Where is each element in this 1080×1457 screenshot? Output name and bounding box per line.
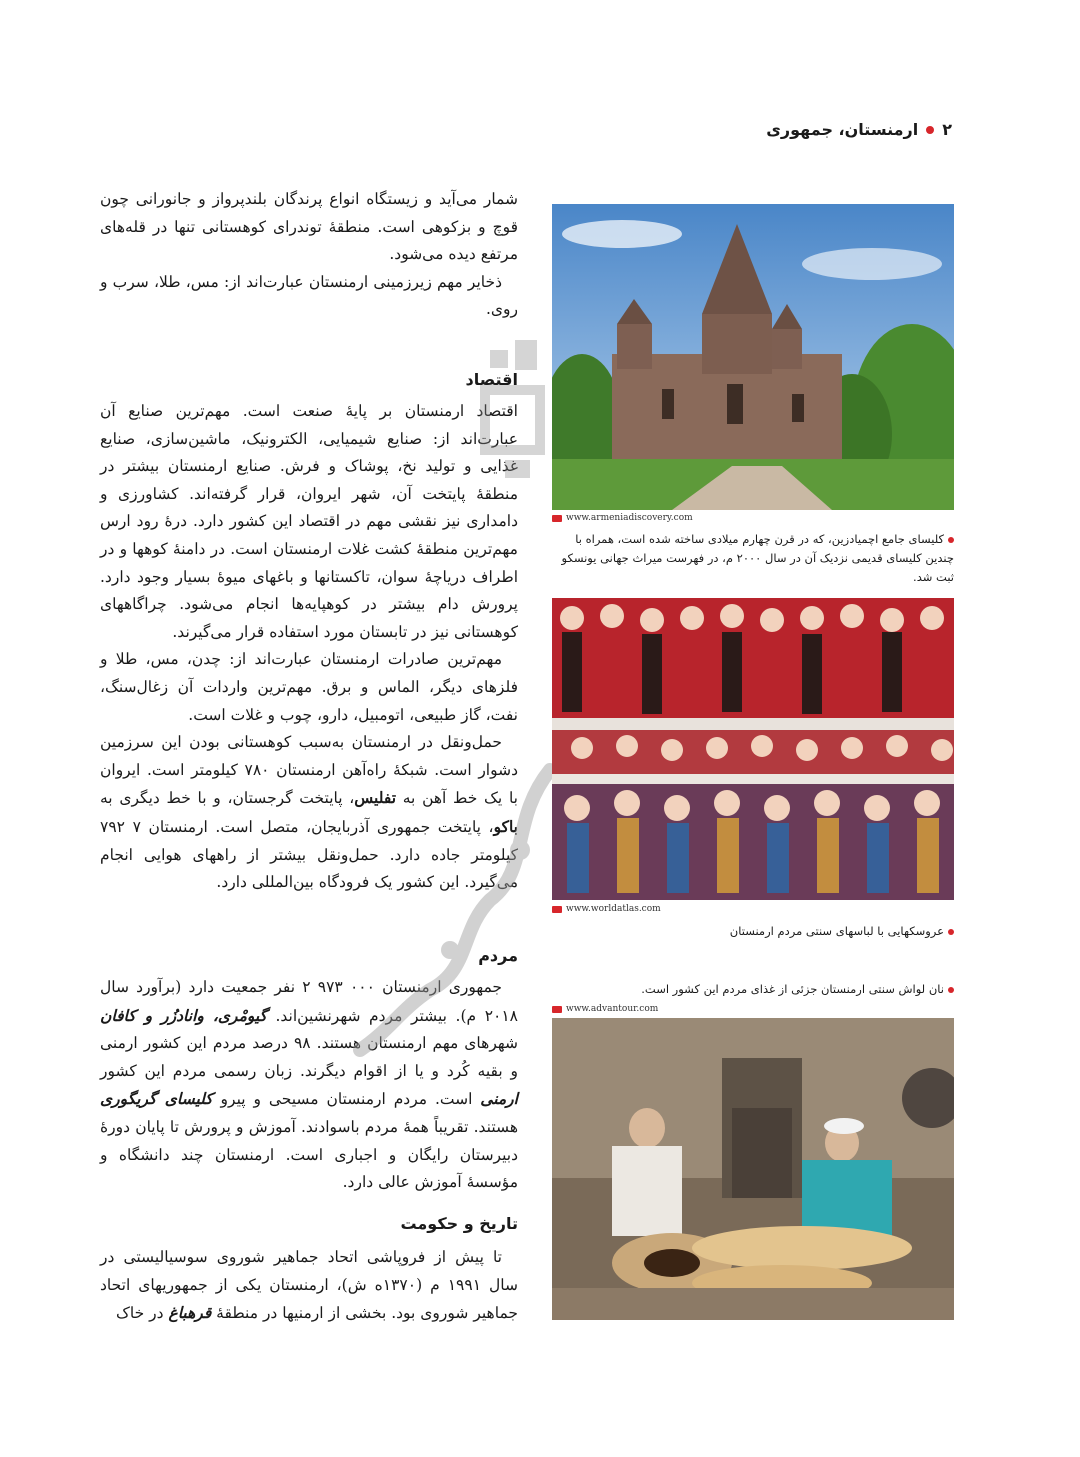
- term-tbilisi: تفلیس: [354, 788, 397, 808]
- section-heading-history: تاریخ و حکومت: [400, 1214, 518, 1233]
- image-source-lavash: www.advantour.com: [552, 1004, 658, 1014]
- watermark-script: [330, 760, 570, 1060]
- term-baku: باکو: [493, 816, 518, 836]
- term-church: کلیسای گریگوری: [100, 1089, 213, 1109]
- image-source-dolls: www.worldatlas.com: [552, 904, 661, 914]
- camera-icon: [552, 515, 562, 522]
- paragraph: مهم‌ترین صادرات ارمنستان عبارت‌اند از: چدن، مس، طلا و فلزهای دیگر، الماس و برق. مهم‌ترین واردات آن زغال‌سنگ، نفت، گاز طبیعی، اتومبیل، دارو، چوب و غلات است.: [100, 650, 518, 724]
- caption-lavash: نان لواش سنتی ارمنستان جزئی از غذای مردم این کشور است.: [550, 980, 954, 999]
- text-block-history: [100, 1244, 518, 1328]
- page-number: ۲: [942, 120, 952, 139]
- paragraph: شمار می‌آید و زیستگاه انواع پرندگان بلندپرواز و جانورانی چون قوچ و بزکوهی است. منطقهٔ توندرای کوهستانی تنها در قله‌های مرتفع دیده می‌شود.: [100, 190, 518, 264]
- caption-dolls: عروسکهایی با لباسهای سنتی مردم ارمنستان: [550, 922, 954, 941]
- running-header: [766, 120, 952, 139]
- image-source-cathedral: www.armeniadiscovery.com: [552, 513, 693, 523]
- section-heading-people: مردم: [478, 946, 518, 965]
- page-title: ارمنستان، جمهوری: [766, 120, 919, 139]
- paragraph: حمل‌ونقل در ارمنستان به‌سبب کوهستانی بودن این سرزمین دشوار است. شبکهٔ راه‌آهن ارمنستان ۷۸۰ کیلومتر است. ایروان با یک خط آهن به تفلیس، پایتخت گرجستان، و با خط دیگری به باکو، پایتخت جمهوری آذربایجان، متصل است. ارمنستان ۷ ۷۹۲ کیلومتر جاده دارد. حمل‌ونقل بیشتر از راههای هوایی انجام می‌گیرد. این کشور یک فرودگاه بین‌المللی دارد.: [100, 733, 519, 892]
- camera-icon: [552, 1006, 562, 1013]
- paragraph: ذخایر مهم زیرزمینی ارمنستان عبارت‌اند از: مس، طلا، سرب و روی.: [100, 272, 518, 319]
- bullet-dot-icon: [948, 537, 954, 543]
- paragraph: اقتصاد ارمنستان بر پایهٔ صنعت است. مهم‌ترین صنایع آن عبارت‌اند از: صنایع شیمیایی، الکترونیک، ماشین‌سازی، صنایع غذایی و تولید نخ، پوشاک و فرش. صنایع ارمنستان بیشتر در منطقهٔ پایتخت آن، شهر ایروان، قرار گرفته‌اند. کشاورزی و دامداری نیز نقشی مهم در اقتصاد این کشور دارد. درهٔ رود ارس مهم‌ترین منطقهٔ کشت غلات ارمنستان است. در دامنهٔ کوهها و در اطراف دریاچهٔ سوان، تاکستانها و باغهای میوهٔ بسیار وجود دارد. پرورش دام بیشتر در کوهپایه‌ها انجام می‌شود. چراگاههای کوهستانی نیز در تابستان مورد استفاده قرار می‌گیرند.: [100, 402, 518, 641]
- cathedral-illustration: [552, 204, 954, 510]
- bullet-dot-icon: [948, 929, 954, 935]
- bullet-dot-icon: [948, 987, 954, 993]
- section-heading-economy: اقتصاد: [465, 370, 518, 389]
- dolls-photo: [552, 598, 954, 900]
- bullet-dot-icon: [926, 126, 934, 134]
- lavash-illustration: [552, 1018, 954, 1320]
- dolls-illustration: [552, 598, 954, 900]
- paragraph: تا پیش از فروپاشی اتحاد جماهیر شوروی سوسیالیستی در سال ۱۹۹۱ م (۱۳۷۰ه ش)، ارمنستان یکی از جمهوریهای اتحاد جماهیر شوروی بود. بخشی از ارمنیها در منطقهٔ قرهباغ در خاک: [100, 1248, 518, 1323]
- term-karabakh: قرهباغ: [168, 1303, 212, 1323]
- term-cities: گیومْری، وانادزُر و کافان: [100, 1005, 267, 1025]
- paragraph: جمهوری ارمنستان ۰۰۰ ۹۷۳ ۲ نفر جمعیت دارد (برآورد سال ۲۰۱۸ م). بیشتر مردم شهرنشین‌اند. گیومْری، وانادزُر و کافان شهرهای مهم ارمنستان هستند. ۹۸ درصد مردم این کشور ارمنی و بقیه کُرد و یا از اقوام دیگرند. زبان رسمی مردم این کشور ارمنی است. مردم ارمنستان مسیحی و پیرو کلیسای گریگوری هستند. تقریباً همهٔ مردم باسوادند. آموزش و پرورش تا پایان دورهٔ دبیرستان رایگان و اجباری است. ارمنستان چند دانشگاه و مؤسسهٔ آموزش عالی دارد.: [100, 978, 518, 1192]
- watermark-logo: [470, 330, 560, 500]
- cathedral-photo: [552, 204, 954, 510]
- text-block-1: [100, 186, 518, 324]
- camera-icon: [552, 906, 562, 913]
- term-language: ارمنی: [480, 1089, 518, 1109]
- caption-cathedral: کلیسای جامع اچمیادزین، که در قرن چهارم میلادی ساخته شده است، همراه با چندین کلیسای قدیمی نزدیک آن در سال ۲۰۰۰ م، در فهرست میراث جهانی یونسکو ثبت شد.: [561, 532, 954, 584]
- lavash-photo: [552, 1018, 954, 1320]
